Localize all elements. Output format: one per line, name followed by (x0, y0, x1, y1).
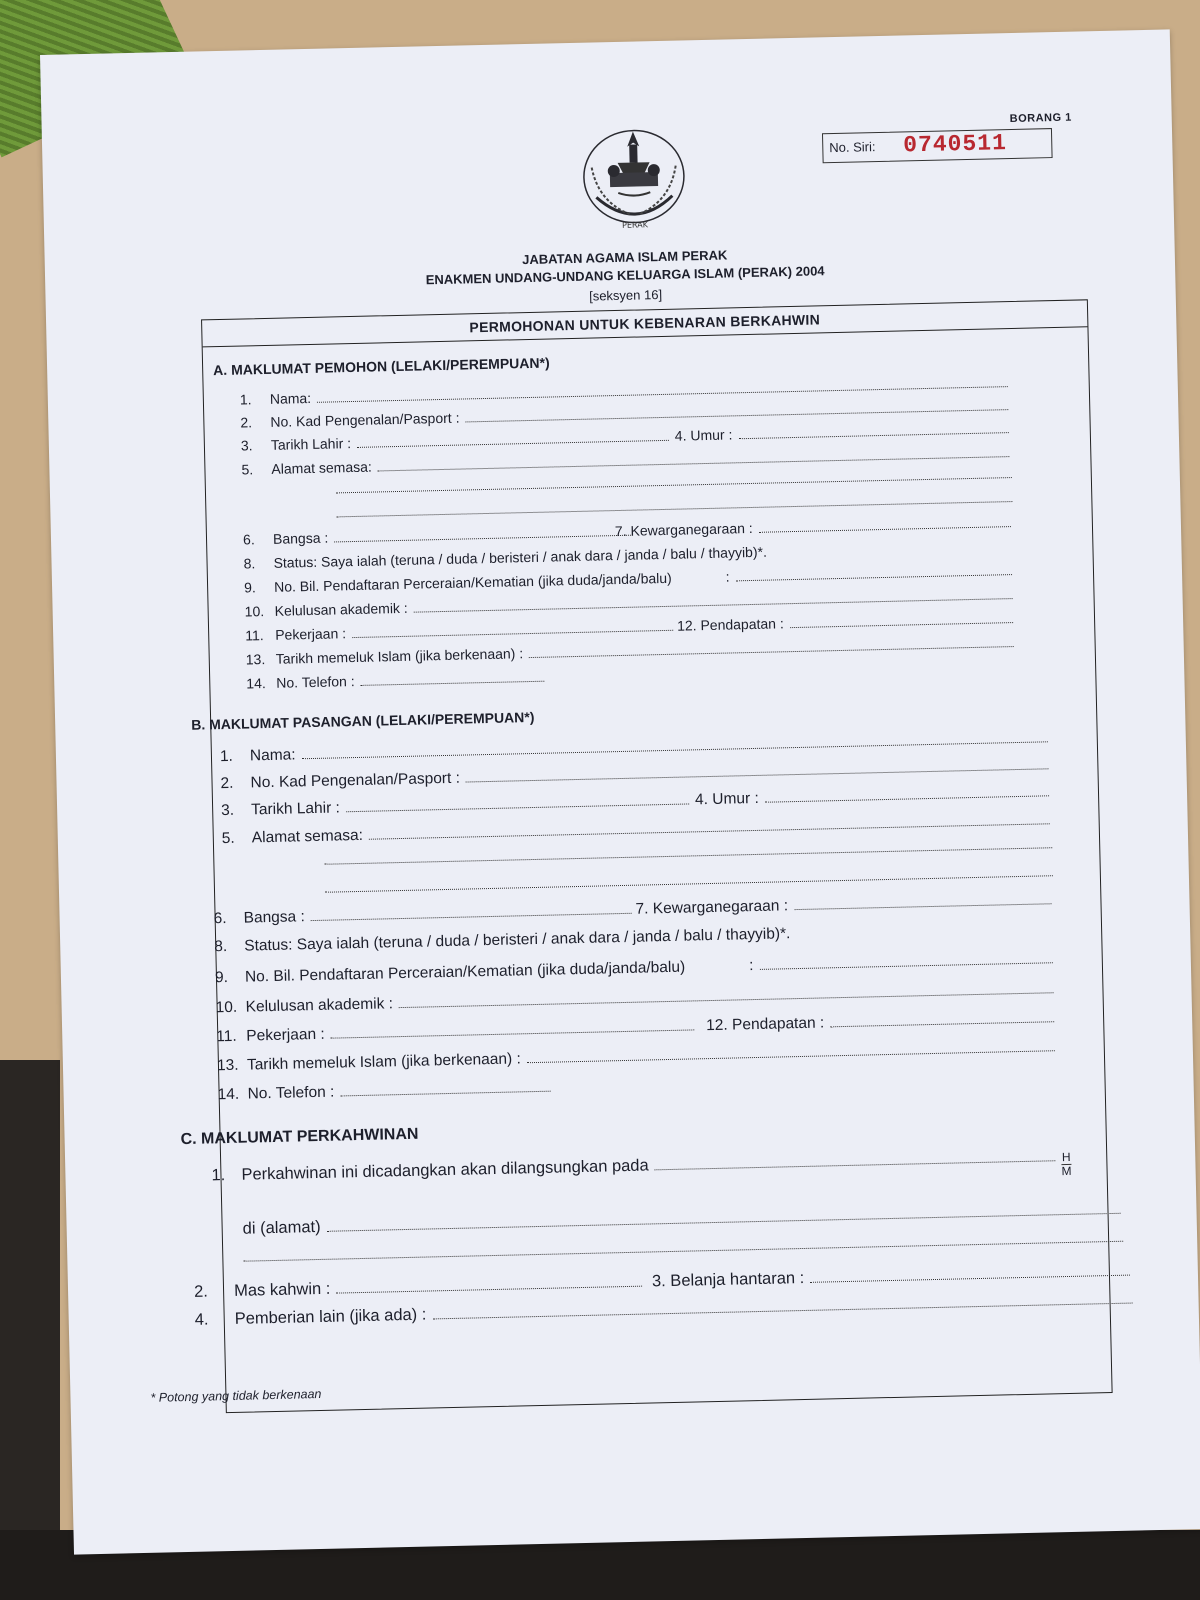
field-b-alamat-line2[interactable] (324, 846, 1052, 865)
field-c-pemberian-lain[interactable]: 4. Pemberian lain (jika ada) : (195, 1289, 1135, 1329)
field-a-nama[interactable]: 1. Nama: (240, 374, 1010, 407)
field-b-kelulusan[interactable]: 10. Kelulusan akademik : (215, 980, 1055, 1017)
form-frame (180, 299, 1113, 1413)
field-a-alamat-line3[interactable] (337, 500, 1013, 517)
department-name: JABATAN AGAMA ISLAM PERAK (522, 247, 728, 268)
perak-state-crest-icon (577, 125, 691, 232)
field-a-pekerjaan[interactable]: 11. Pekerjaan : (245, 618, 675, 644)
field-b-nama[interactable]: 1. Nama: (220, 729, 1050, 766)
field-b-bil-pendaftaran[interactable]: 9. No. Bil. Pendaftaran Perceraian/Kematian (jika duda/janda/balu) : (215, 950, 1055, 987)
field-c-alamat[interactable]: di (alamat) (242, 1200, 1122, 1239)
field-a-tarikh-memeluk[interactable]: 13. Tarikh memeluk Islam (jika berkenaan) : (246, 634, 1016, 667)
field-a-status[interactable]: 8. Status: Saya ialah (teruna / duda / beristeri / anak dara / janda / balu / thayyib)*. (243, 543, 768, 572)
field-b-tarikh-memeluk[interactable]: 13. Tarikh memeluk Islam (jika berkenaan) : (217, 1038, 1057, 1075)
field-b-telefon[interactable]: 14. No. Telefon : (217, 1079, 552, 1105)
field-a-pendapatan[interactable]: 12. Pendapatan : (677, 610, 1015, 634)
field-c-belanja-hantaran[interactable]: 3. Belanja hantaran : (652, 1262, 1132, 1292)
field-b-kad[interactable]: 2. No. Kad Pengenalan/Pasport : (220, 756, 1050, 793)
field-a-bil-pendaftaran[interactable]: 9. No. Bil. Pendaftaran Perceraian/Kematian (jika duda/janda/balu) : (244, 562, 1014, 595)
serial-label: No. Siri: (829, 139, 876, 156)
section-a-title: A. MAKLUMAT PEMOHON (LELAKI/PEREMPUAN*) (213, 354, 550, 379)
field-a-kad[interactable]: 2. No. Kad Pengenalan/Pasport : (240, 397, 1010, 430)
footnote: * Potong yang tidak berkenaan (150, 1386, 322, 1405)
field-a-umur[interactable]: 4. Umur : (675, 420, 1011, 444)
field-a-kelulusan[interactable]: 10. Kelulusan akademik : (244, 586, 1014, 619)
crest-text: PERAK (621, 220, 649, 230)
field-a-alamat[interactable]: 5. Alamat semasa: (241, 444, 1011, 477)
section-b-title: B. MAKLUMAT PASANGAN (LELAKI/PEREMPUAN*) (191, 708, 535, 733)
field-b-tarikh-lahir[interactable]: 3. Tarikh Lahir : (221, 791, 691, 820)
field-b-umur[interactable]: 4. Umur : (695, 783, 1051, 809)
field-a-alamat-line2[interactable] (336, 476, 1012, 493)
serial-number: 0740511 (902, 130, 1008, 159)
field-a-tarikh-lahir[interactable]: 3. Tarikh Lahir : (241, 428, 671, 454)
section-c-title: C. MAKLUMAT PERKAHWINAN (180, 1125, 419, 1149)
field-b-pekerjaan[interactable]: 11. Pekerjaan : (216, 1017, 696, 1046)
field-b-alamat-line3[interactable] (325, 874, 1053, 893)
enactment-title: ENAKMEN UNDANG-UNDANG KELUARGA ISLAM (PERAK) 2004 (425, 263, 825, 288)
field-c-alamat-line2[interactable] (243, 1240, 1123, 1262)
desk-shadow (0, 1060, 60, 1600)
field-b-bangsa[interactable]: 6. Bangsa : (213, 901, 633, 929)
field-b-status[interactable]: 8. Status: Saya ialah (teruna / duda / beristeri / anak dara / janda / balu / thayyib)*. (214, 925, 791, 956)
field-b-kewarganegaraan[interactable]: 7. Kewarganegaraan : (635, 891, 1053, 918)
hijri-masihi-marker: H M (1061, 1149, 1072, 1179)
field-a-bangsa[interactable]: 6. Bangsa : (243, 523, 633, 548)
serial-number-box (822, 128, 1053, 163)
form-code: BORANG 1 (1009, 111, 1072, 126)
field-b-alamat[interactable]: 5. Alamat semasa: (222, 811, 1052, 848)
form-title: PERMOHONAN UNTUK KEBENARAN BERKAHWIN (202, 300, 1087, 347)
field-c-mas-kahwin[interactable]: 2. Mas kahwin : (194, 1273, 644, 1302)
field-b-pendapatan[interactable]: 12. Pendapatan : (706, 1009, 1056, 1035)
field-a-kewarganegaraan[interactable]: 7. Kewarganegaraan : (615, 514, 1013, 539)
form-paper (40, 29, 1200, 1554)
field-a-telefon[interactable]: 14. No. Telefon : (246, 669, 546, 692)
section-reference: [seksyen 16] (588, 286, 663, 304)
field-c-tarikh-perkahwinan[interactable]: 1. Perkahwinan ini dicadangkan akan dilangsungkan pada H M (211, 1149, 1072, 1185)
